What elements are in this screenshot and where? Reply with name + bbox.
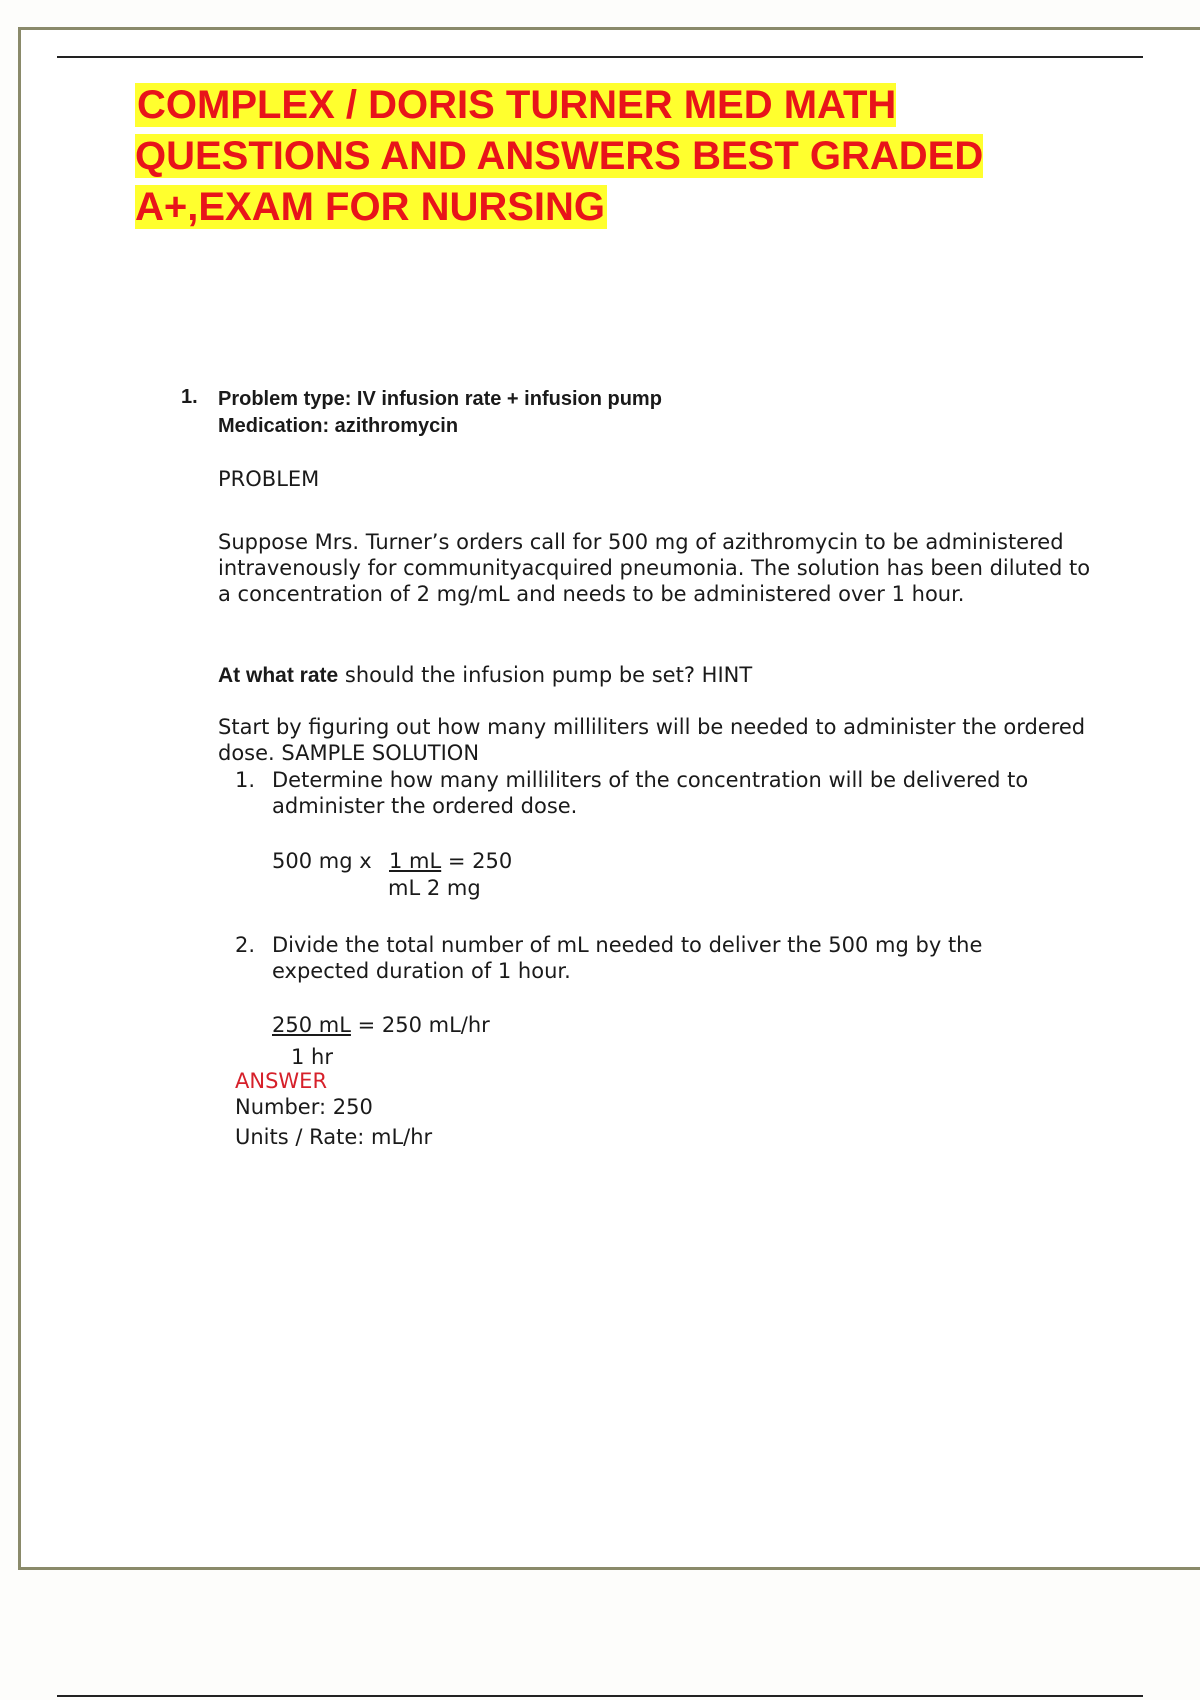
hint-text: Start by figuring out how many milliliters will be needed to administer the ordered dose. SAMPLE SOLUTION: [218, 715, 1086, 765]
problem-type-heading: Problem type: IV infusion rate + infusion pump Medication: azithromycin: [218, 388, 662, 437]
formula-result: = 250 mL/hr: [350, 1013, 490, 1037]
answer-units: Units / Rate: mL/hr: [235, 1125, 433, 1149]
document-title: [135, 80, 1095, 233]
answer-label: ANSWER: [235, 1069, 328, 1093]
question-prompt-bold: At what rate: [218, 664, 339, 687]
formula-fraction: [272, 1012, 490, 1038]
question-prompt: [218, 662, 778, 689]
fraction-denominator: 1 hr: [291, 1045, 333, 1069]
top-rule: [57, 56, 1143, 58]
step-text: Determine how many milliliters of the concentration will be delivered to administer the ordered dose.: [272, 768, 1029, 818]
formula-left: 500 mg x: [272, 849, 372, 873]
problem-text: Suppose Mrs. Turner’s orders call for 500 mg of azithromycin to be administered intravenously for communityacquired pneumonia. The solution has been diluted to a concentration of 2 mg/mL and needs to be administered over 1 hour.: [218, 530, 1091, 606]
fraction-numerator: 1 mL: [389, 849, 442, 873]
bottom-rule: [57, 1695, 1143, 1697]
step-number: 2.: [235, 933, 256, 957]
formula-result: = 250: [441, 849, 513, 873]
question-prompt-rest: should the infusion pump be set? HINT: [344, 663, 753, 687]
fraction-denominator: mL 2 mg: [388, 876, 481, 900]
question-number: 1.: [181, 386, 198, 408]
step-number: 1.: [235, 768, 256, 792]
problem-label: PROBLEM: [218, 467, 320, 491]
fraction-numerator: 250 mL: [272, 1013, 351, 1037]
answer-number: Number: 250: [235, 1095, 373, 1119]
title-highlight: COMPLEX / DORIS TURNER MED MATH QUESTIONS AND ANSWERS BEST GRADED A+,EXAM FOR NURSING: [135, 83, 984, 229]
formula-fraction: [389, 848, 512, 874]
step-text: Divide the total number of mL needed to deliver the 500 mg by the expected duration of 1 hour.: [272, 933, 983, 983]
